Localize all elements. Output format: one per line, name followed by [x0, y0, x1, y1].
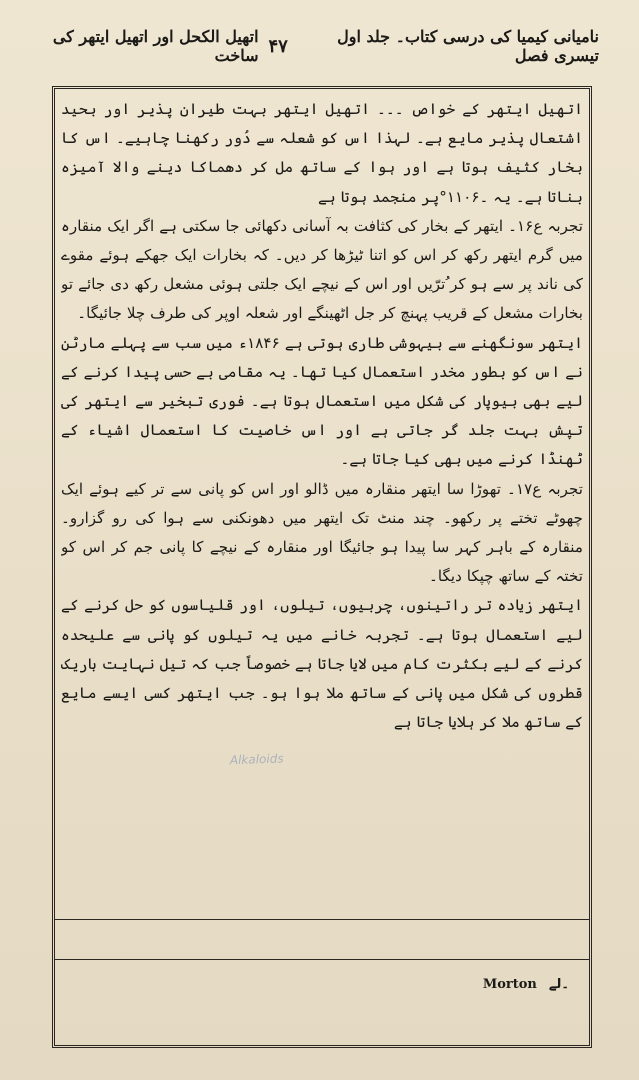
paragraph-solvent-uses: ايتھر زيادہ تر راتينوں، چربيوں، تيلوں، اور قلياسوں کو حل کرنے کے ليے استعمال ہوتا ہے۔ تجربہ خانے ميں يہ تيلوں کو پانی سے عليحدہ کرنے کے ليے بکثرت کام ميں لايا جاتا ہے خصوصاً جب کہ تيل نہايت باريک قطروں کی شکل ميں پانی کے ساتھ ملا ہوا ہو۔ جب ايتھر کسی ايسے مايع کے ساتھ ملا کر ہلايا جاتا ہے — [61, 596, 583, 732]
body-text — [61, 95, 583, 911]
paragraph-experiment-17: تجربہ ع۱۷۔ تھوڑا سا ايتھر منقارہ ميں ڈالو اور اس کو پانی سے تر کيے ہوئے ايک چھوٹے تختے پر رکھو۔ چند منٹ تک ايتھر ميں دھونکنی سے ہوا کی رو گزارو۔ منقارہ کے باہر کہر سا پيدا ہو جائيگا اور منقارہ کے نيچے کا پانی جم کر اس کو تختہ کے ساتھ چپکا ديگا۔ — [61, 479, 583, 586]
header-chapter-title: ناميانی کيميا کی درسی کتاب۔ جلد اول تيسری فصل — [337, 27, 599, 65]
watermark-stamp: Alkaloids — [229, 751, 284, 768]
paragraph-anaesthesia: ايتھر سونگھنے سے بيہوشی طاری ہوتی ہے ۱۸۴۶ء ميں سب سے پہلے مارٹن نے اس کو بطور مخدر استعمال کيا تھا۔ يہ مقامی بے حسی پيدا کرنے کے ليے بھی بيوپار کی شکل ميں استعمال ہوتا ہے۔ فوری تبخير سے ايتھر کی تپش بہت جلد گر جاتی ہے اور اس خاصيت کا استعمال اشياء کے ٹھنڈا کرنے ميں بھی کيا جاتا ہے۔ — [61, 333, 583, 469]
footnote-mark: ۔لے — [548, 976, 569, 992]
footnote-reference: Morton — [482, 976, 537, 992]
paragraph-experiment-16: تجربہ ع۱۶۔ ايتھر کے بخار کی کثافت بہ آسانی دکھائی جا سکتی ہے اگر ايک منقارہ ميں گرم ايتھر رکھ کر اس کو اتنا ٹيڑھا کر ديں۔ کہ بخارات ايک جھکے ہوئے مقوے کی ناند پر سے ہو کر ُترّيں اور اس کے نيچے ايک جلتی ہوئی مشعل رکھ دی جائے تو بخارات مشعل کے قريب پہنچ کر جل اٹھينگے اور شعلہ اوپر کی طرف چلا جائيگا۔ — [61, 216, 583, 323]
paragraph-properties: اتھيل ايتھر کے خواص ۔۔۔ اتھيل ايتھر بہت طيران پذير اور بحيد اشتعال پذير مايع ہے۔ لہذا اس کو شعلہ سے دُور رکھنا چاہيے۔ اس کا بخار کثيف ہوتا ہے اور ہوا کے ساتھ مل کر دھماکا دينے والا آميزہ بناتا ہے۔ يہ ۔۱۱۰۶°پر منجمد ہوتا ہے — [61, 100, 583, 206]
header-section-title: اتھيل الکحل اور اتھيل ايتھر کی ساخت — [52, 27, 259, 65]
running-header — [40, 28, 599, 64]
footnote-separator — [55, 919, 589, 920]
text-frame — [52, 86, 592, 1048]
footnote — [55, 969, 569, 999]
footnote-rule — [55, 959, 589, 960]
page-number: ۴۷ — [268, 35, 288, 57]
